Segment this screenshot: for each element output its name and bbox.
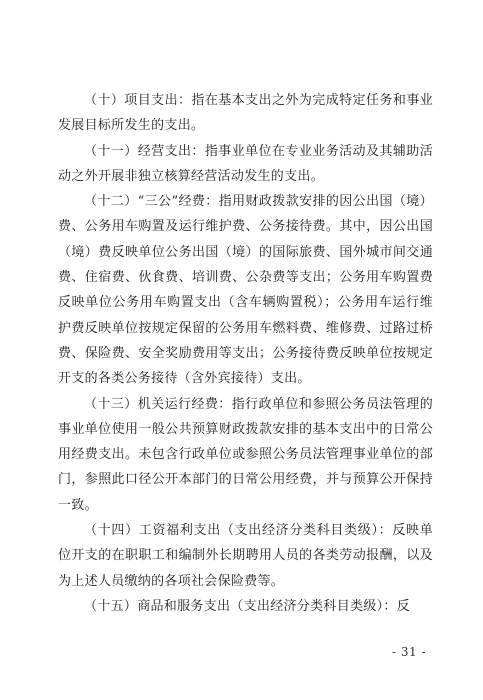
paragraph-wages-benefits: （十四）工资福利支出（支出经济分类科目类级）：反映单位开支的在职职工和编制外长期聘用人员的各类劳动报酬，以及为上述人员缴纳的各项社会保险费等。 <box>58 523 433 589</box>
paragraph-goods-services: （十五）商品和服务支出（支出经济分类科目类级）：反 <box>84 598 411 614</box>
paragraph-agency-operating-expenses: （十三）机关运行经费：指行政单位和参照公务员法管理的事业单位使用一般公共预算财政拨款安排的基本支出中的日常公用经费支出。未包含行政单位或参照公务员法管理事业单位的部门，参照此口径公开本部门的日常公用经费，并与预算公开保持一致。 <box>58 396 433 513</box>
paragraph-operating-expenditure: （十一）经营支出：指事业单位在专业业务活动及其辅助活动之外开展非独立核算经营活动发生的支出。 <box>58 143 433 184</box>
paragraph-three-public-expenses: （十二）“三公”经费：指用财政拨款安排的因公出国（境）费、公务用车购置及运行维护费、公务接待费。其中，因公出国（境）费反映单位公务出国（境）的国际旅费、国外城市间交通费、住宿费、伙食费、培训费、公杂费等支出；公务用车购置费反映单位公务用车购置支出（含车辆购置税）；公务用车运行维护费反映单位按规定保留的公务用车燃料费、维修费、过路过桥费、保险费、安全奖励费用等支出；公务接待费反映单位按规定开支的各类公务接待（含外宾接待）支出。 <box>58 194 433 387</box>
paragraph-project-expenditure: （十）项目支出：指在基本支出之外为完成特定任务和事业发展目标所发生的支出。 <box>58 93 433 134</box>
page-number: - 31 - <box>392 645 427 659</box>
document-body <box>58 88 433 619</box>
